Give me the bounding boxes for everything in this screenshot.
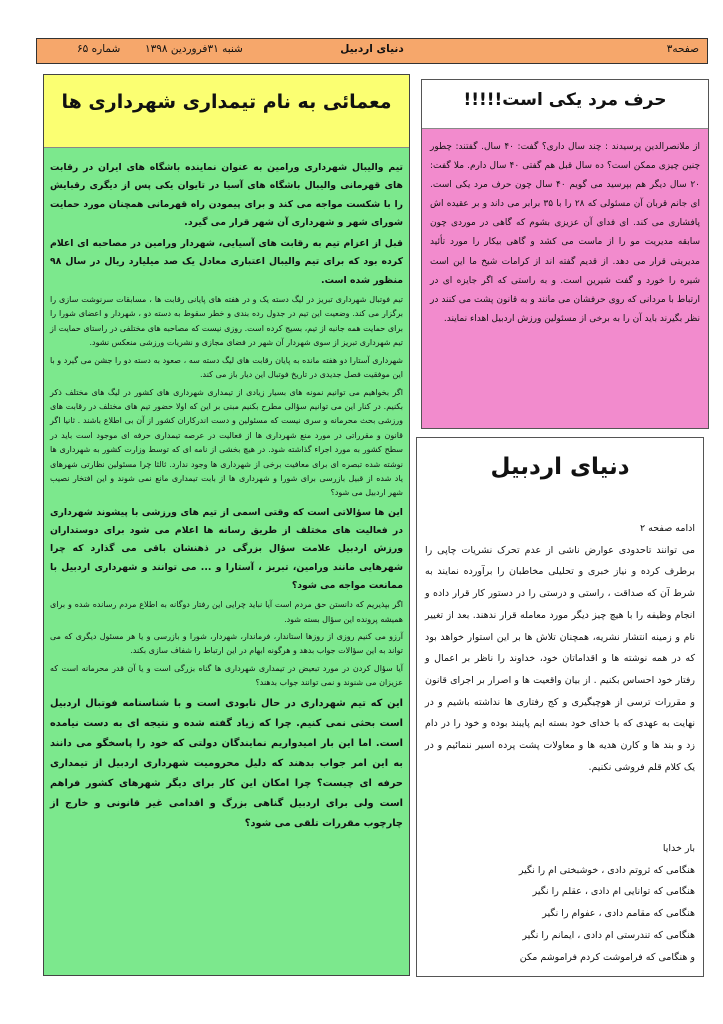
article-paragraph: تیم فوتبال شهرداری تبریز در لیگ دسته یک و در هفته های پایانی رقابت ها ، مسابقات سرنوشت سازی را برگزار می کند. وضعیت این تیم در جدول رده بندی و خطر سقوط به دسته دو ، شهردار و اعضای شورا را برای حمایت همه جانبه از تیم، بسیج کرده است. روزی نیست که مصاحبه های مختلفی در راستای حمایت از تیم شهرداری تبریز از سوی شهردار آن شهر در فضای مجازی و نشریات ورزشی منعکس نشود. [50, 295, 403, 348]
article-paragraph: این ها سؤالاتی است که وقتی اسمی از تیم های ورزشی با پیشوند شهرداری در فعالیت های مختلف از طریق رسانه ها اعلام می شود برای دوستداران ورزش اردبیل علامت سؤال بزرگی در ذهنشان باقی می گذارد که چرا شهرهایی مانند ورامین، تبریز ، آستارا و ... می توانند و شهرداری اردبیل با ممانعت مواجه می شود؟ [50, 506, 403, 591]
left-article-body [50, 159, 403, 837]
poem-line: هنگامی که توانایی ام دادی ، عقلم را نگیر [532, 886, 695, 898]
issue-date: شنبه ۳۱فروردین ۱۳۹۸ [145, 43, 243, 55]
issue-number: شماره ۶۵ [77, 43, 121, 55]
article-paragraph: قبل از اعزام تیم به رقابت های آسیایی، شهردار ورامین در مصاحبه ای اعلام کرده بود که برای تیم والیبال اعتباری معادل یک صد میلیارد ریال در سال ۹۸ منظور شده است. [50, 238, 403, 286]
left-article-title: معمائی به نام تیمداری شهرداری ها [61, 91, 392, 113]
article-paragraph: اگر بخواهیم می توانیم نمونه های بسیار زیادی از تیمداری شهرداری های کشور در لیگ های مختلف ذکر بکنیم. در کنار این می توانیم سؤالی مطرح بکنیم مبنی بر این که اولا حضور تیم های مختلف در رقابت های ورزشی بحث محرمانه و سری نیست که مسئولین و دست اندرکاران کشور از آن بی اطلاع باشند . ثانیا اگر قانون و مقرراتی در مورد منع شهرداری ها از فعالیت در عرصه تیمداری حرفه ای موجود است باید در سطح کشور به مورد اجراء گذاشته شود. در هیچ بخشی از نامه ای که توسط وزارت کشور به شهرداری ها نوشته شده تبصره ای برای معافیت برخی از شهرداری ها وجود ندارد. ثالثا چرا مسئولین نظارتی شهرهای یاد شده از قبیل بازرسی برای شورا و شهرداری ها از بابت تیمداری مانع نمی شوند و این افتخار نصیب شهر اردبیل می شود؟ [50, 387, 403, 498]
right-bottom-body [425, 518, 695, 778]
article-paragraph: اگر بپذیریم که دانستن حق مردم است آیا نباید چرایی این رفتار دوگانه به اطلاع مردم رسانده شده و برای همیشه پرونده این سؤال بسته شود. [50, 600, 403, 624]
right-top-article [421, 79, 709, 429]
continued-note: ادامه صفحه ۲ [640, 523, 695, 534]
left-article-title-box [44, 75, 409, 148]
right-top-title: حرف مرد یکی است!!!!! [463, 90, 667, 110]
poem-line: و هنگامی که فراموشت کردم فراموشم مکن [519, 951, 695, 963]
poem [425, 838, 695, 968]
poem-line: هنگامی که ثروتم دادی ، خوشبختی ام را نگیر [518, 864, 695, 876]
right-top-title-box [422, 80, 708, 129]
poem-line: هنگامی که مقامم دادی ، عفوام را نگیر [542, 908, 695, 920]
right-top-body [430, 138, 700, 329]
page-header [36, 38, 708, 64]
right-top-text: از ملانصرالدین پرسیدند : چند سال داری؟ گفت: ۴۰ سال. گفتند: چطور چنین چیزی ممکن است؟ ده سال قبل هم گفتی ۴۰ سال دارم. ملا گفت: ۲۰ سال دیگر هم بپرسید می گویم ۴۰ سال چون حرف مرد یکی است. ای جانم قربان آن مسئولی که ۲۸ را با ۳۵ برابر می داند و بر عقیده اش پافشاری می کند. ای فدای آن عزیزی بشوم که گاهی در موردی چون سابقه مدیریت مو را از ماست می کشد و گاهی بیکار را مورد تأئید مدیریتی قرار می دهد. از قدیم گفته اند از کرامات شیخ ما این است شیره را خورد و گفت شیرین است. و به راستی که اگر جایزه ای در ارتباط با مردانی که روی حرفشان می مانند و به قانون پشت می کنند در نظر بگیرند باید آن را به برخی از مسئولین ورزش اردبیل اهداء نمایند. [430, 142, 701, 324]
page-number: صفحه۳ [666, 43, 699, 55]
poem-line: هنگامی که تندرستی ام دادی ، ایمانم را نگیر [522, 929, 695, 941]
left-article [43, 74, 410, 976]
newspaper-name: دنیای اردبیل [340, 43, 404, 55]
right-bottom-article [416, 437, 704, 977]
poem-line: بار خدایا [662, 843, 695, 854]
article-paragraph: شهرداری آستارا دو هفته مانده به پایان رقابت های لیگ دسته سه ، صعود به دسته دو را جشن می گیرد و با این موفقیت فصل جدیدی در تاریخ فوتبال این دیار باز می کند. [50, 355, 403, 380]
article-paragraph: این که تیم شهرداری در حال نابودی است و با شناسنامه فوتبال اردبیل است بحثی نمی کنیم. چرا که زیاد گفته شده و نتیجه ای به دست نیامده است. اما این بار امیدواریم نمایندگان دولتی که خود را پاسخگو می دانند به این امر جواب بدهند که دلیل محرومیت شهرداری اردبیل از تیمداری حرفه ای چیست؟ چرا امکان این کار برای دیگر شهرهای کشور فراهم است ولی برای اردبیل گناهی بزرگ و اقدامی غیر قانونی و خارج از چارچوب مقررات تلقی می شود؟ [50, 697, 403, 829]
article-paragraph: آیا سؤال کردن در مورد تبعیض در تیمداری شهرداری ها گناه بزرگی است و یا آن قدر محرمانه است که عزیزان می شنوند و نمی توانند جواب بدهند؟ [50, 663, 403, 688]
right-bottom-title: دنیای اردبیل [490, 454, 630, 480]
article-paragraph: تیم والیبال شهرداری ورامین به عنوان نماینده باشگاه های ایران در رقابت های قهرمانی والیبال باشگاه های آسیا در تایوان یکی پس از دیگری رقبایش را با شکست مواجه می کند و برای پیمودن راه قهرمانی همچنان مورد حمایت شورای شهر و شهرداری آن شهر قرار می گیرد. [50, 162, 403, 228]
right-bottom-text: می توانند تاحدودی عوارض ناشی از عدم تحرک نشریات چاپی را برطرف کرده و نیاز خبری و تحلیلی مخاطبان را برآورده نمایند به شرط آن که صداقت ، راستی و درستی را در دستور کار قرار داده و انجام وظیفه را با هیچ چیز دیگر مورد معامله قرار ندهند. بعد از تغییر نام و زمینه انتشار نشریه، همچنان تلاش ها بر این استوار خواهد بود که در همه نوشته ها و اقداماتان خود، خداوند را ناظر بر اعمال و رفتار خود احساس بکنیم . از بیان واقعیت ها و اصرار بر اجرای قانون و مقررات ترسی از هوچیگیری و کج رفتاری ها نداشته باشیم و در نهایت به عهدی که با خدای خود بسته ایم پایبند بوده و خود را در دام زد و بند ها و کارن هدیه ها و معاولات پشت پرده اسیر ننمائیم و در یک کلام قلم فروشی نکنیم. [425, 544, 695, 773]
article-paragraph: آرزو می کنیم روزی از روزها استاندار، فرماندار، شهردار، شورا و بازرسی و یا هر مسئول دیگری که می تواند به این سؤالات جواب بدهد و هرگونه ابهام در این ارتباط را شفاف سازی بکند. [50, 632, 403, 656]
